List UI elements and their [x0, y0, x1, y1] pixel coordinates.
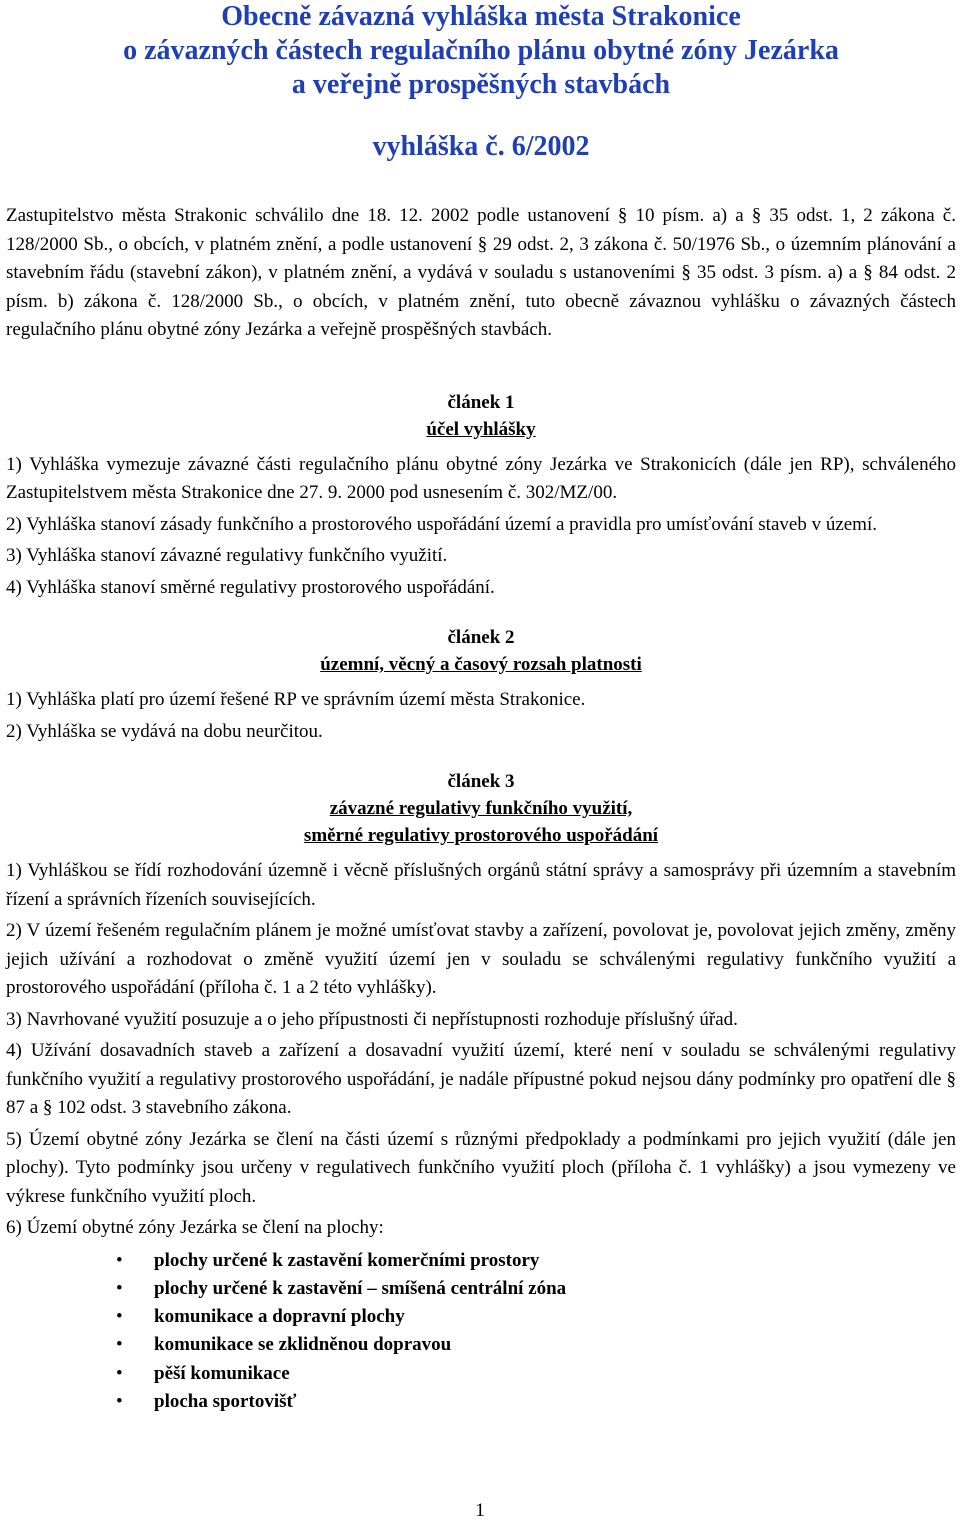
title-line-2: o závazných částech regulačního plánu obytné zóny Jezárka — [123, 35, 839, 66]
article-2-title: územní, věcný a časový rozsah platnosti — [320, 654, 642, 675]
article-1-title: účel vyhlášky — [426, 418, 536, 440]
article-1-paragraph-1: 1) Vyhláška vymezuje závazné části regulačního plánu obytné zóny Jezárka ve Strakonicích (dále jen RP), schváleného Zastupitelstvem města Strakonice dne 27. 9. 2000 pod usnesením č. 302/MZ/00. — [6, 453, 956, 503]
bullet-icon: • — [116, 1334, 123, 1356]
article-2-paragraph-1: 1) Vyhláška platí pro území řešené RP ve správním území města Strakonice. — [6, 689, 586, 710]
bullet-icon: • — [116, 1362, 123, 1384]
intro-paragraph: Zastupitelstvo města Strakonic schválilo dne 18. 12. 2002 podle ustanovení § 10 písm. a) a § 35 odst. 1, 2 zákona č. 128/2000 Sb., o obcích, v platném znění, a podle ustanovení § 29 odst. 2, 3 zákona č. 50/1976 Sb., o územním plánování a stavebním řádu (stavební zákon), v platném znění, a vydává v souladu s ustanoveními § 35 odst. 3 písm. a) a § 84 odst. 2 písm. b) zákona č. 128/2000 Sb., o obcích, v platném znění, tuto obecně závaznou vyhlášku o závazných částech regulačního plánu obytné zóny Jezárka a veřejně prospěšných stavbách. — [6, 205, 956, 340]
list-item: • plochy určené k zastavění komerčními prostory — [6, 1247, 956, 1275]
page-number: 1 — [475, 1500, 485, 1521]
bullet-icon: • — [116, 1390, 123, 1412]
document-subtitle: vyhláška č. 6/2002 — [372, 131, 590, 162]
document-title — [6, 0, 956, 102]
article-2-paragraph-2: 2) Vyhláška se vydává na dobu neurčitou. — [6, 720, 323, 742]
article-3-title-line-2: směrné regulativy prostorového uspořádání — [303, 825, 659, 846]
document-page — [6, 0, 956, 1416]
article-1-number: článek 1 — [447, 391, 515, 413]
bullet-icon: • — [116, 1277, 123, 1299]
article-3-paragraph-5: 5) Území obytné zóny Jezárka se člení na části území s různými předpoklady a podmínkami pro jejich využití (dále jen plochy). Tyto podmínky jsou určeny v regulativech funkčního využití ploch (příloha č. 1 vyhlášky) a jsou vymezeny ve výkrese funkčního využití ploch. — [6, 1128, 956, 1207]
article-3-title-line-1: závazné regulativy funkčního využití, — [329, 798, 633, 819]
bullet-icon: • — [116, 1306, 123, 1328]
article-3-paragraph-1: 1) Vyhláškou se řídí rozhodování územně i věcně příslušných orgánů státní správy a samosprávy při územním a stavebním řízení a správních řízeních souvisejících. — [6, 860, 956, 910]
list-item: • plocha sportovišť — [6, 1388, 956, 1416]
article-3-paragraph-4: 4) Užívání dosavadních staveb a zařízení a dosavadní využití území, které není v souladu se schválenými regulativy funkčního využití a regulativy prostorového uspořádání, je nadále přípustné pokud nejsou dány podmínky pro opatření dle § 87 a § 102 odst. 3 stavebního zákona. — [6, 1040, 956, 1118]
article-3-paragraph-6: 6) Území obytné zóny Jezárka se člení na plochy: — [6, 1217, 384, 1238]
title-line-1: Obecně závazná vyhláška města Strakonice — [221, 1, 741, 32]
list-item: • komunikace a dopravní plochy — [6, 1303, 956, 1331]
article-3-paragraph-3: 3) Navrhované využití posuzuje a o jeho přípustnosti či nepřístupnosti rozhoduje příslušný úřad. — [6, 1008, 738, 1030]
article-1-paragraph-3: 3) Vyhláška stanoví závazné regulativy funkčního využití. — [6, 545, 448, 566]
article-1-paragraph-4: 4) Vyhláška stanoví směrné regulativy prostorového uspořádání. — [6, 576, 495, 598]
bullet-icon: • — [116, 1249, 123, 1271]
article-3-number: článek 3 — [447, 771, 515, 792]
article-3-heading — [6, 768, 956, 849]
article-2-number: článek 2 — [447, 627, 515, 648]
article-2-heading — [6, 624, 956, 678]
area-types-list — [6, 1247, 956, 1417]
title-line-3: a veřejně prospěšných stavbách — [291, 69, 671, 100]
article-3-paragraph-2: 2) V území řešeném regulačním plánem je možné umísťovat stavby a zařízení, povolovat je, povolovat jejich změny, změny jejich užívání a rozhodovat o změně využití území jen v souladu se schválenými regulativy funkčního využití a prostorového uspořádání (příloha č. 1 a 2 této vyhlášky). — [6, 920, 956, 998]
list-item: • komunikace se zklidněnou dopravou — [6, 1331, 956, 1359]
list-item: • plochy určené k zastavění – smíšená centrální zóna — [6, 1275, 956, 1303]
article-1-heading — [6, 389, 956, 443]
article-1-paragraph-2: 2) Vyhláška stanoví zásady funkčního a prostorového uspořádání území a pravidla pro umísťování staveb v území. — [6, 513, 877, 535]
list-item: • pěší komunikace — [6, 1360, 956, 1388]
